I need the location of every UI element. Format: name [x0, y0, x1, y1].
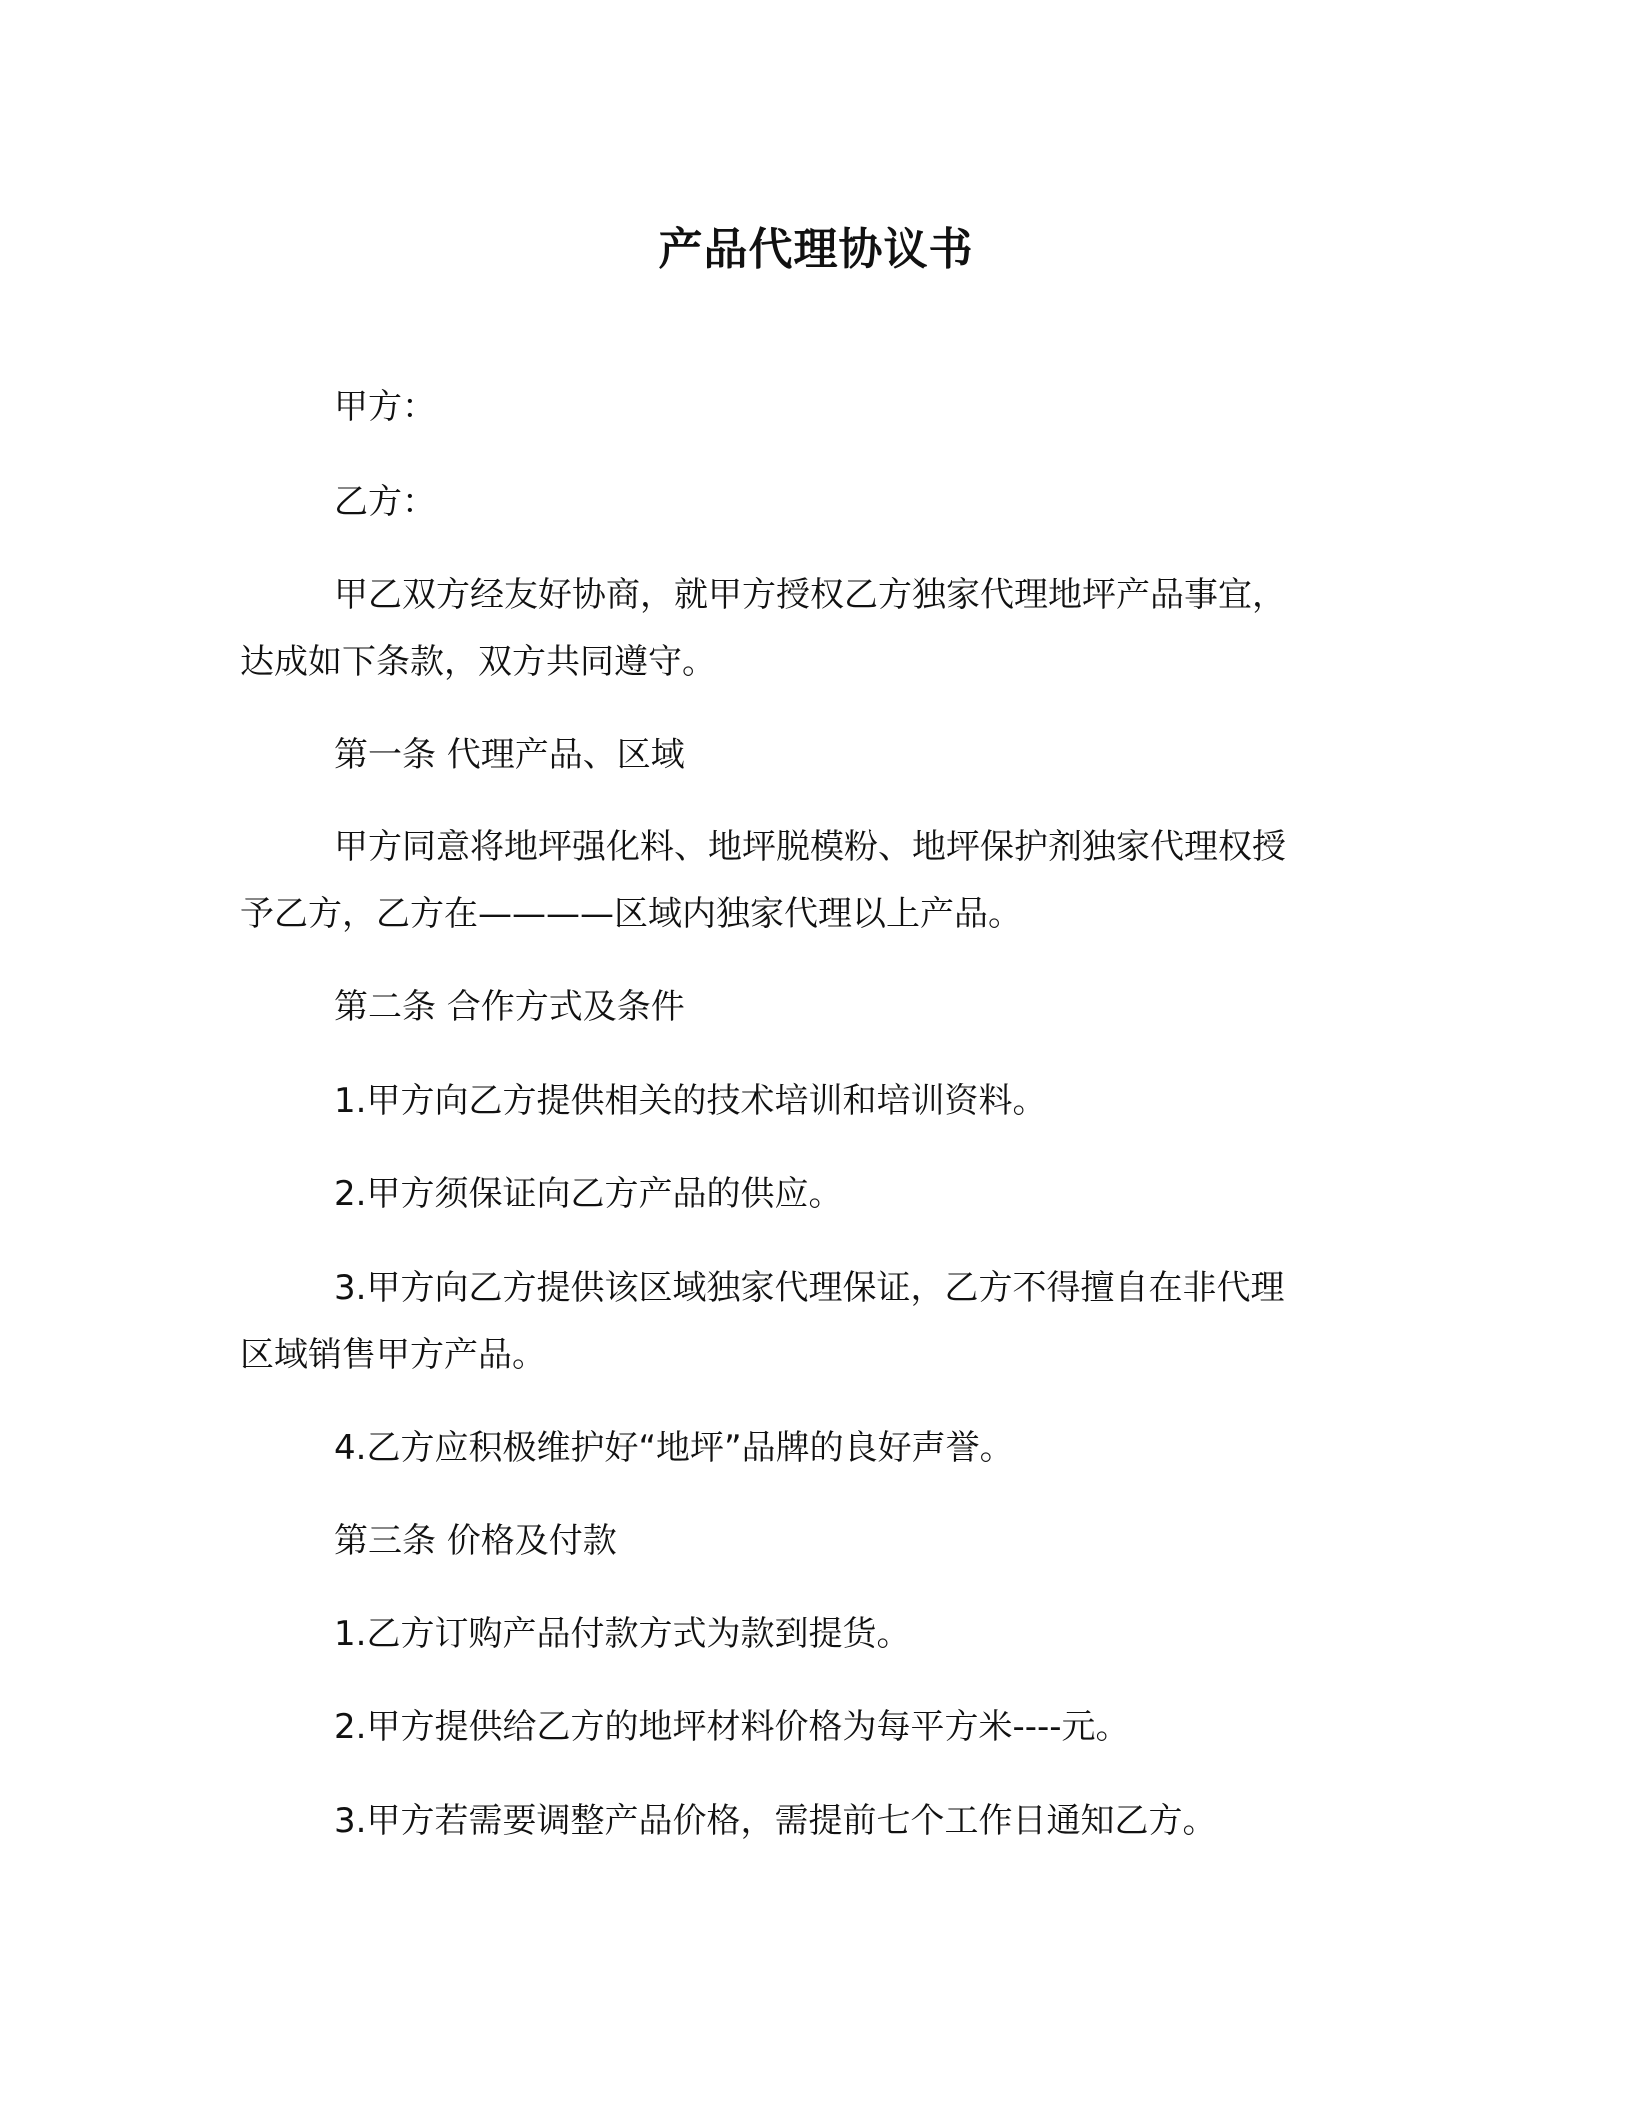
preamble-line-2: 达成如下条款，双方共同遵守。	[240, 642, 716, 682]
preamble-line-1: 甲乙双方经友好协商，就甲方授权乙方独家代理地坪产品事宜，	[334, 575, 1286, 615]
document-title: 产品代理协议书	[658, 224, 974, 275]
article-2-item-2: 2.甲方须保证向乙方产品的供应。	[334, 1174, 843, 1214]
article-1-text-line-2: 予乙方，乙方在————区域内独家代理以上产品。	[240, 894, 1022, 934]
article-1-heading: 第一条 代理产品、区域	[334, 735, 685, 775]
article-3-heading: 第三条 价格及付款	[334, 1521, 617, 1561]
article-3-item-2: 2.甲方提供给乙方的地坪材料价格为每平方米----元。	[334, 1707, 1130, 1747]
article-2-item-3-line-2: 区域销售甲方产品。	[240, 1335, 546, 1375]
article-1-text-line-1: 甲方同意将地坪强化料、地坪脱模粉、地坪保护剂独家代理权授	[334, 827, 1286, 867]
article-3-item-1: 1.乙方订购产品付款方式为款到提货。	[334, 1614, 911, 1654]
party-b-label: 乙方：	[334, 482, 436, 522]
article-3-item-3: 3.甲方若需要调整产品价格，需提前七个工作日通知乙方。	[334, 1801, 1217, 1841]
article-2-item-3-line-1: 3.甲方向乙方提供该区域独家代理保证，乙方不得擅自在非代理	[334, 1268, 1285, 1308]
article-2-item-4: 4.乙方应积极维护好“地坪”品牌的良好声誉。	[334, 1428, 1014, 1468]
party-a-label: 甲方：	[334, 387, 436, 427]
article-2-heading: 第二条 合作方式及条件	[334, 987, 685, 1027]
article-2-item-1: 1.甲方向乙方提供相关的技术培训和培训资料。	[334, 1081, 1047, 1121]
